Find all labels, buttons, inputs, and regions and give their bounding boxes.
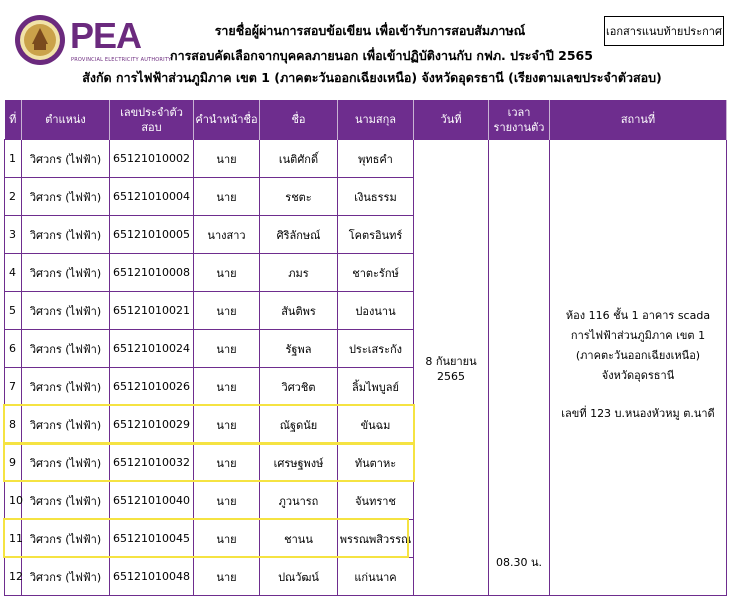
cell-prefix: นาย (194, 406, 260, 444)
cell-last: ประเสระกัง (338, 330, 414, 368)
cell-no: 9 (5, 444, 22, 482)
cell-last: พุทธคำ (338, 140, 414, 178)
col-header: วันที่ (414, 100, 489, 140)
cell-exam-id: 65121010040 (110, 482, 194, 520)
cell-exam-id: 65121010032 (110, 444, 194, 482)
cell-prefix: นาย (194, 140, 260, 178)
cell-position: วิศวกร (ไฟฟ้า) (22, 558, 110, 596)
cell-exam-id: 65121010029 (110, 406, 194, 444)
cell-last: ขันฉม (338, 406, 414, 444)
cell-prefix: นาย (194, 482, 260, 520)
col-header: ที่ (5, 100, 22, 140)
cell-exam-id: 65121010026 (110, 368, 194, 406)
table-row (5, 140, 727, 178)
cell-last: แก่นนาค (338, 558, 414, 596)
cell-no: 10 (5, 482, 22, 520)
cell-prefix: นาย (194, 368, 260, 406)
cell-last: ลิ้มไพบูลย์ (338, 368, 414, 406)
cell-no: 8 (5, 406, 22, 444)
cell-no: 12 (5, 558, 22, 596)
cell-last: โคตรอินทร์ (338, 216, 414, 254)
cell-last: ปองนาน (338, 292, 414, 330)
page-title: รายชื่อผู้ผ่านการสอบข้อเขียน เพื่อเข้ารับการสอบสัมภาษณ์ (214, 23, 526, 38)
cell-position: วิศวกร (ไฟฟ้า) (22, 254, 110, 292)
cell-time: 08.30 น. (489, 140, 550, 596)
cell-exam-id: 65121010024 (110, 330, 194, 368)
cell-no: 2 (5, 178, 22, 216)
cell-place (550, 140, 727, 596)
cell-last: พรรณพสิวรรณ (338, 520, 414, 558)
cell-exam-id: 65121010002 (110, 140, 194, 178)
col-header: เวลา รายงานตัว (489, 100, 550, 140)
cell-last: ชาตะรักษ์ (338, 254, 414, 292)
cell-prefix: นาย (194, 178, 260, 216)
cell-prefix: นาย (194, 292, 260, 330)
cell-prefix: นาย (194, 330, 260, 368)
pea-logo-icon (14, 14, 66, 66)
cell-position: วิศวกร (ไฟฟ้า) (22, 520, 110, 558)
col-header: ชื่อ (260, 100, 338, 140)
cell-position: วิศวกร (ไฟฟ้า) (22, 444, 110, 482)
page-subtitle: การสอบคัดเลือกจากบุคคลภายนอก เพื่อเข้าปฏิบัติงานกับ กฟภ. ประจำปี 2565 (170, 48, 593, 63)
cell-first: ณัฐดนัย (260, 406, 338, 444)
cell-prefix: นาย (194, 254, 260, 292)
cell-exam-id: 65121010021 (110, 292, 194, 330)
cell-exam-id: 65121010045 (110, 520, 194, 558)
cell-position: วิศวกร (ไฟฟ้า) (22, 406, 110, 444)
col-header: สถานที่ (550, 100, 727, 140)
cell-first: รัฐพล (260, 330, 338, 368)
cell-first: ศิริลักษณ์ (260, 216, 338, 254)
cell-position: วิศวกร (ไฟฟ้า) (22, 482, 110, 520)
cell-position: วิศวกร (ไฟฟ้า) (22, 216, 110, 254)
cell-no: 5 (5, 292, 22, 330)
cell-no: 3 (5, 216, 22, 254)
cell-position: วิศวกร (ไฟฟ้า) (22, 178, 110, 216)
cell-first: ปณวัฒน์ (260, 558, 338, 596)
cell-prefix: นางสาว (194, 216, 260, 254)
table-header (5, 100, 727, 140)
cell-first: ภูวนารถ (260, 482, 338, 520)
cell-position: วิศวกร (ไฟฟ้า) (22, 330, 110, 368)
cell-prefix: นาย (194, 520, 260, 558)
address-text: เลขที่ 123 บ.หนองหัวหมู ต.นาดี (561, 407, 715, 420)
candidate-table (4, 100, 727, 596)
cell-exam-id: 65121010008 (110, 254, 194, 292)
cell-first: สันติพร (260, 292, 338, 330)
cell-exam-id: 65121010004 (110, 178, 194, 216)
cell-first: เนติศักดิ์ (260, 140, 338, 178)
cell-first: รชตะ (260, 178, 338, 216)
cell-first: วิศวชิต (260, 368, 338, 406)
cell-no: 1 (5, 140, 22, 178)
cell-position: วิศวกร (ไฟฟ้า) (22, 140, 110, 178)
cell-exam-id: 65121010005 (110, 216, 194, 254)
cell-last: เงินธรรม (338, 178, 414, 216)
cell-prefix: นาย (194, 558, 260, 596)
cell-no: 11 (5, 520, 22, 558)
cell-position: วิศวกร (ไฟฟ้า) (22, 368, 110, 406)
col-header: ตำแหน่ง (22, 100, 110, 140)
cell-no: 4 (5, 254, 22, 292)
cell-first: ภมร (260, 254, 338, 292)
logo-subtext: PROVINCIAL ELECTRICITY AUTHORITY (71, 57, 172, 63)
logo-text: PEA (70, 15, 142, 56)
cell-exam-id: 65121010048 (110, 558, 194, 596)
col-header: เลขประจำตัวสอบ (110, 100, 194, 140)
cell-no: 6 (5, 330, 22, 368)
page-subtitle-2: สังกัด การไฟฟ้าส่วนภูมิภาค เขต 1 (ภาคตะวันออกเฉียงเหนือ) จังหวัดอุดรธานี (เรียงตามเลขประจำตัวสอบ) (82, 70, 662, 85)
cell-position: วิศวกร (ไฟฟ้า) (22, 292, 110, 330)
cell-first: ชานน (260, 520, 338, 558)
cell-last: ทันตาหะ (338, 444, 414, 482)
cell-date: 8 กันยายน 2565 (414, 140, 489, 596)
cell-first: เศรษฐพงษ์ (260, 444, 338, 482)
col-header: คำนำหน้าชื่อ (194, 100, 260, 140)
cell-no: 7 (5, 368, 22, 406)
place-text: ห้อง 116 ชั้น 1 อาคาร scada การไฟฟ้าส่วนภูมิภาค เขต 1 (ภาคตะวันออกเฉียงเหนือ) จังหวัดอุดรธานี (565, 309, 711, 382)
cell-prefix: นาย (194, 444, 260, 482)
col-header: นามสกุล (338, 100, 414, 140)
doc-badge: เอกสารแนบท้ายประกาศ (604, 16, 724, 46)
cell-last: จันทราช (338, 482, 414, 520)
